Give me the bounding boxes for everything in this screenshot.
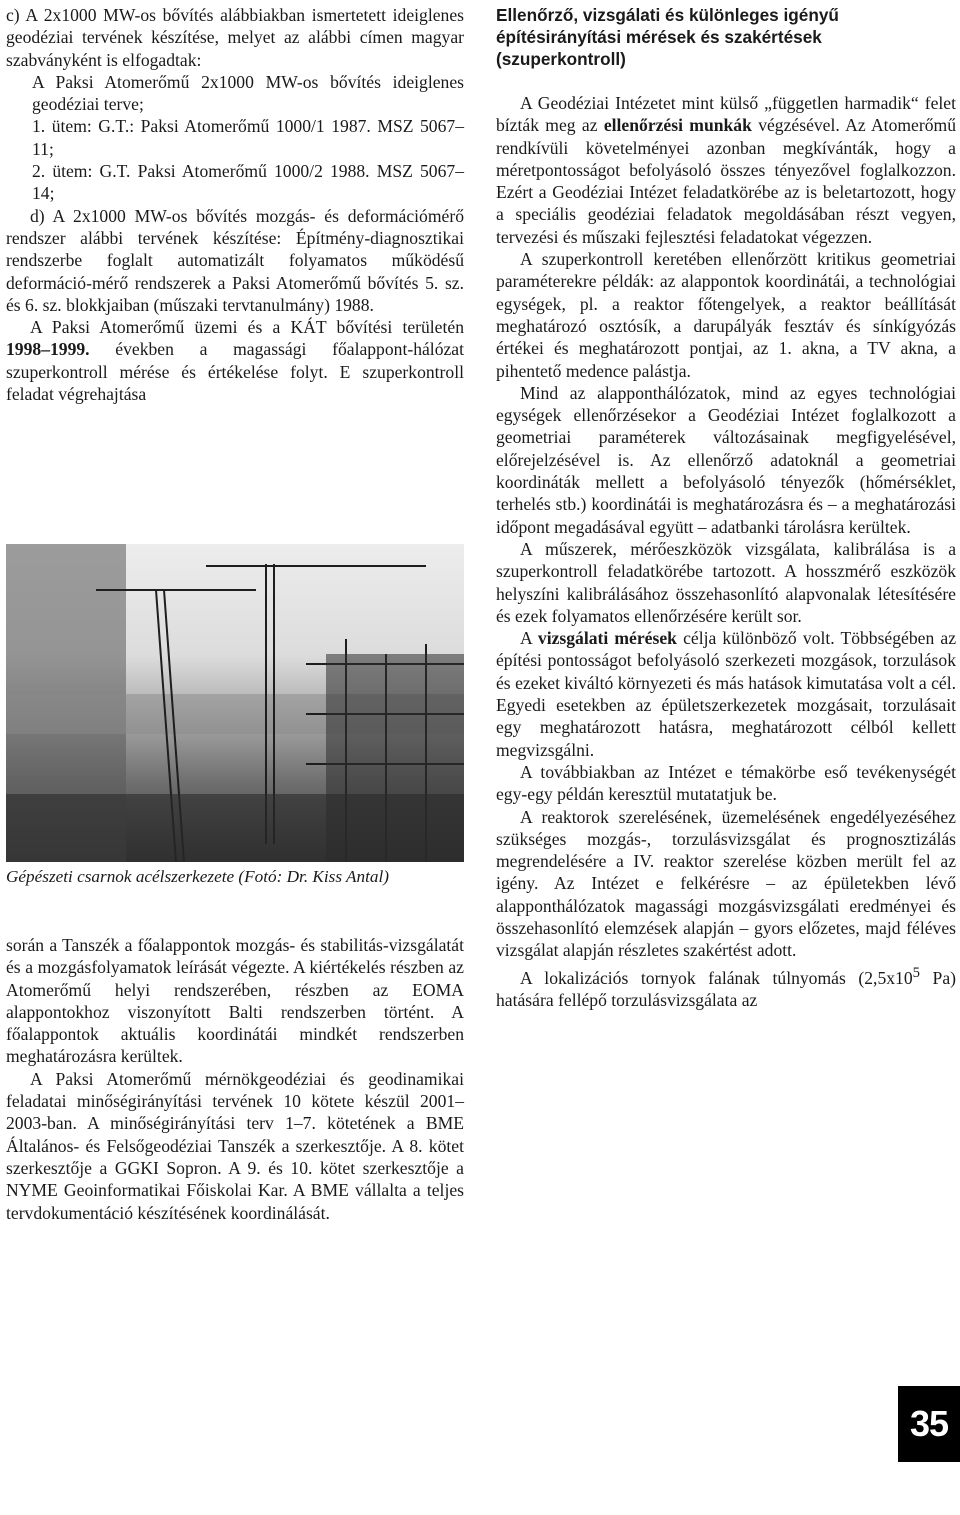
right-column [496, 4, 956, 1011]
crane-photo-illustration [6, 544, 464, 862]
section-heading: Ellenőrző, vizsgálati és különleges igényű építésirányítási mérések és szakértések (szuperkontroll) [496, 5, 839, 69]
paragraph-examples-intro: A továbbiakban az Intézet e témakörbe eső tevékenységét egy-egy példán keresztül mutatatjuk be. [496, 761, 956, 805]
paragraph-parameters: A szuperkontroll keretében ellenőrzött kritikus geometriai paraméterekre példák: az alappontok koordinátái, a technológiai egységek, pl. a reaktor főtengelyek, a reaktor beállítását meghatározó osztósík, a darupályák fesztáv és sínkígyózás értékei és meghatározott pontjai, az 1. akna, a TV akna, a pihentető medence palástja. [496, 249, 956, 381]
paragraph-reactors: A reaktorok szerelésének, üzemelésének engedélyezéséhez szükséges mozgás-, torzulásvizsgálat és prognosztizálás megrendelésére a IV. reaktor szerelése közben merült fel az igény. Az Intézet e felkérésre – az épületekben lévő alapponthálózatok magassági mozgásvizsgálati eredményei és összehasonlító elemzések alapján – gyors előzetes, majd féléves vizsgálat alapján részletes szakértést adott. [496, 806, 956, 961]
paragraph-c: c) A 2x1000 MW-os bővítés alábbiakban ismertetett ideiglenes geodéziai tervének készítése, melyet az alábbi címen magyar szabványként is elfogadtak: [6, 5, 464, 70]
paragraph-phase-2: 2. ütem: G.T. Paksi Atomerőmű 1000/2 1988. MSZ 5067–14; [32, 161, 464, 204]
paragraph-towers: A lokalizációs tornyok falának túlnyomás ($2,5x10^5$ Pa) hatására fellépő torzulásvizsgálata az [496, 964, 956, 1010]
paragraph-d: d) A 2x1000 MW-os bővítés mozgás- és deformációmérő rendszer alábbi tervének készítése: Építmény-diagnosztikai rendszerbe foglalt automatizált folyamatos működésű deformáció-mérő rendszerek a Paksi Atomerőmű bővítés 5. sz. és 6. sz. blokkjaiban (műszaki tervtanulmány) 1988. [6, 205, 464, 315]
steel-structure-photo [6, 544, 464, 862]
paragraph-superkontroll-intro: A Paksi Atomerőmű üzemi és a KÁT bővítési területén 1998–1999. években a magassági főalappont-hálózat szuperkontroll mérése és értékelése folyt. E szuperkontroll feladat végrehajtása [6, 317, 464, 405]
left-column-continued [6, 934, 464, 1224]
paragraph-monitoring: Mind az alapponthálózatok, mind az egyes technológiai egységek ellenőrzésekor a Geodéziai Intézet foglalkozott a geometriai paraméterek változásainak megfigyelésével, előrejelzésével is. Az ellenőrző adatoknál a geometriai koordináták mellett a befolyásoló tényezők (hőmérséklet, terhelés stb.) koordinátái is meghatározásra és – a meghatározási időpont megadásával együtt – adatbanki tárolásra kerültek. [496, 382, 956, 537]
years-bold: 1998–1999. [6, 339, 90, 360]
paragraph-institute: A Geodéziai Intézetet mint külső „független harmadik“ felet bízták meg az ellenőrzési munkák végzésével. Az Atomerőmű rendkívüli követelményei azonban megkívánták, hogy a méretpontosságot befolyásoló összes tényezővel foglalkozzon. Ezért a Geodéziai Intézet feladatkörébe az is beletartozott, hogy a speciális geodéziai feladatok megoldásában részt vegyen, tervezési és műszaki fejlesztési feladatokat végezzen. [496, 93, 956, 247]
paragraph-examinations: A vizsgálati mérések célja különböző volt. Többségében az építési pontosságot befolyásoló szerkezeti mozgások, torzulások és ezeket kiváltó környezeti és más hatások kimutatása volt a cél. Egyedi esetekben az épületszerkezetek mozgásait, torzulásait egy meghatározott hatásra, meghatározott célból kellett megvizsgálni. [496, 628, 957, 760]
paragraph-calibration: A műszerek, mérőeszközök vizsgálata, kalibrálása is a szuperkontroll feladatkörébe tartozott. A hosszmérő eszközök helyszíni kalibrálásához összehasonlító alapvonalak létesítésére és ezek folyamatos ellenőrzésére került sor. [496, 538, 956, 626]
paragraph-evaluation: során a Tanszék a főalappontok mozgás- és stabilitás-vizsgálatát és a mozgásfolyamatok leírását végezte. A kiértékelés részben az Atomerőmű helyi rendszerében, részben az EOMA alappontokhoz viszonyított Balti rendszerben történt. A főalappontok aktuális koordinátái mindkét rendszerben meghatározásra kerültek. [6, 935, 464, 1067]
page-number: 35 [898, 1386, 960, 1462]
paragraph-plan-title: A Paksi Atomerőmű 2x1000 MW-os bővítés ideiglenes geodéziai terve; [32, 71, 464, 115]
left-column [6, 4, 464, 405]
paragraph-phase-1: 1. ütem: G.T.: Paksi Atomerőmű 1000/1 1987. MSZ 5067–11; [32, 116, 464, 159]
photo-caption: Gépészeti csarnok acélszerkezete (Fotó: Dr. Kiss Antal) [6, 867, 389, 886]
paragraph-quality-plan: A Paksi Atomerőmű mérnökgeodéziai és geodinamikai feladatai minőségirányítási tervének 10 kötete készül 2001–2003-ban. A minőségirányítási terv 1–7. kötetének a BME Általános- és Felsőgeodéziai Tanszék a szerkesztője. A 8. kötet szerkesztője a GGKI Sopron. A 9. és 10. kötet szerkesztője a NYME Geoinformatikai Főiskolai Kar. A BME vállalta a teljes tervdokumentáció készítésének koordinálását. [6, 1068, 464, 1223]
